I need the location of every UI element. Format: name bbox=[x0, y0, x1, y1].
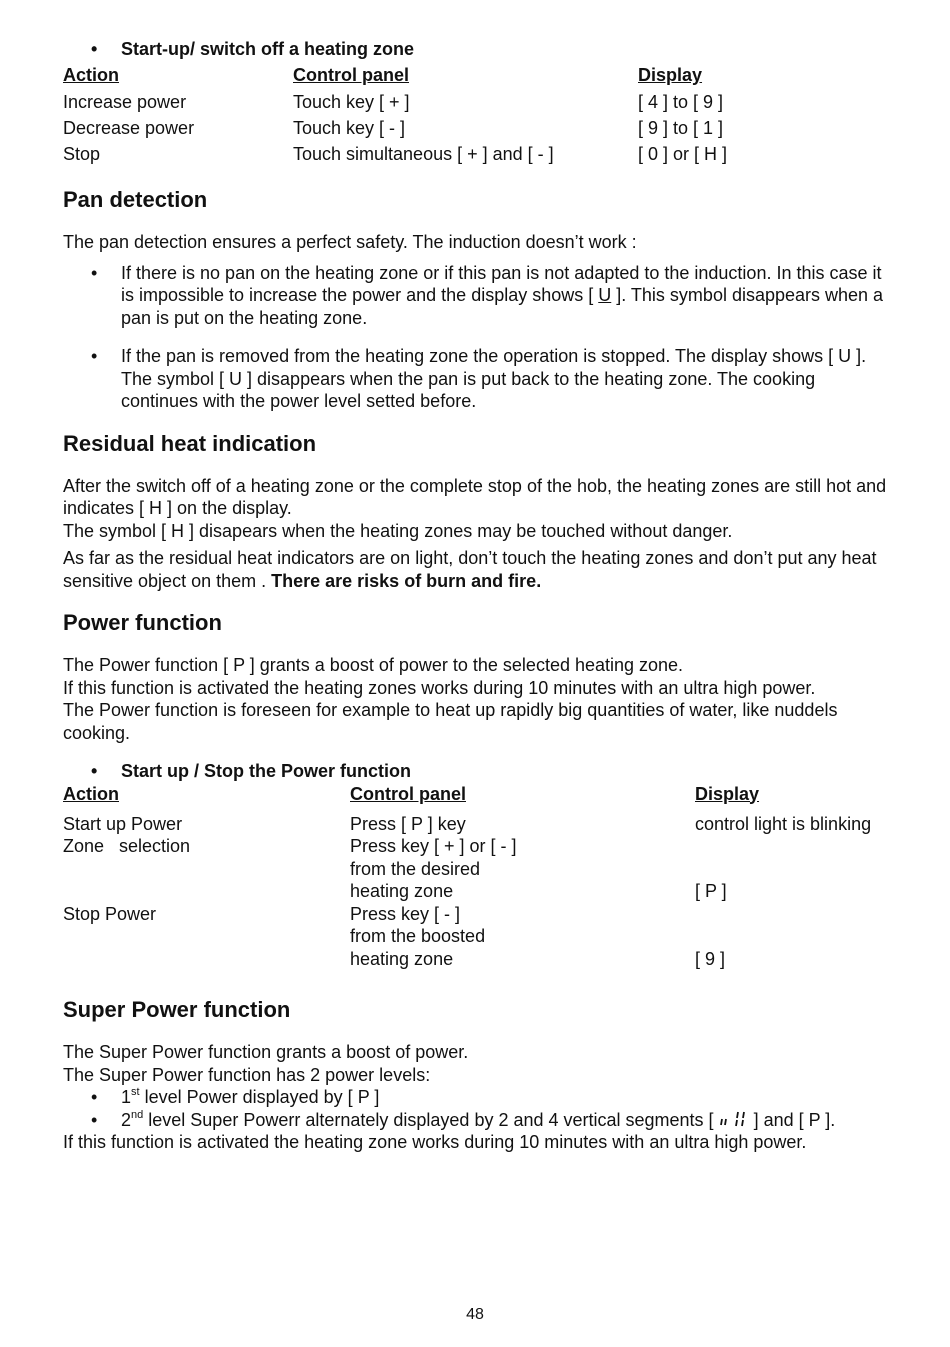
u-symbol: U bbox=[598, 285, 612, 305]
table-row bbox=[63, 925, 893, 948]
pan-detection-intro: The pan detection ensures a perfect safety. The induction doesn’t work : bbox=[63, 232, 637, 252]
bullet-text: level Super Powerr alternately displayed by 2 and 4 vertical segments [ bbox=[143, 1109, 719, 1130]
header-control-panel: Control panel bbox=[350, 783, 466, 804]
bullet-text: If there is no pan on the heating zone or if this pan is not adapted to the induction. In this case it is impossible to increase the power and the display shows [ bbox=[121, 262, 882, 305]
table-cell: [ 0 ] or [ H ] bbox=[638, 144, 728, 164]
residual-heat-heading: Residual heat indication bbox=[63, 430, 317, 456]
table-cell: Increase power bbox=[63, 92, 187, 112]
table-row bbox=[63, 813, 893, 836]
super-power-bullet-2 bbox=[63, 1109, 893, 1132]
table-cell: Stop Power bbox=[63, 903, 157, 924]
table-cell: [ 9 ] bbox=[695, 948, 726, 969]
table-cell: [ 9 ] to [ 1 ] bbox=[638, 118, 724, 138]
residual-heat-p1b: The symbol [ H ] disapears when the heating zones may be touched without danger. bbox=[63, 520, 733, 541]
power-function-p1: The Power function [ P ] grants a boost of power to the selected heating zone. bbox=[63, 655, 684, 675]
residual-heat-p2 bbox=[63, 547, 893, 592]
table-cell: from the boosted bbox=[350, 926, 486, 946]
table-cell: Decrease power bbox=[63, 118, 195, 138]
table-cell bbox=[63, 948, 350, 971]
table-cell bbox=[63, 858, 350, 881]
table-cell: Start up Power bbox=[63, 813, 183, 834]
table-cell: heating zone bbox=[350, 948, 454, 969]
table-cell: [ P ] bbox=[695, 881, 727, 901]
paragraph-text: As far as the residual heat indicators are on light, don’t touch the heating zones and don’t put any heat sensitive object on them . bbox=[63, 548, 877, 591]
super-power-p1: The Super Power function grants a boost of power. bbox=[63, 1042, 469, 1062]
pan-bullet-1 bbox=[63, 262, 893, 330]
table-cell: Touch simultaneous [ + ] and [ - ] bbox=[293, 144, 554, 164]
super-power-p3: If this function is activated the heating zone works during 10 minutes with an ultra high power. bbox=[63, 1132, 807, 1152]
table-row bbox=[63, 948, 893, 971]
ordinal-suffix: st bbox=[131, 1086, 140, 1098]
header-action: Action bbox=[63, 783, 119, 804]
table-cell: Press [ P ] key bbox=[350, 813, 466, 834]
pan-detection-heading: Pan detection bbox=[63, 187, 208, 212]
header-action: Action bbox=[63, 65, 119, 85]
table-cell: [ 4 ] to [ 9 ] bbox=[638, 92, 724, 112]
bullet-text: level Power displayed by [ P ] bbox=[139, 1087, 380, 1107]
manual-page bbox=[63, 38, 893, 1154]
table-row bbox=[63, 858, 893, 881]
table-row bbox=[63, 835, 893, 858]
header-display: Display bbox=[638, 65, 703, 85]
super-power-bullet-1 bbox=[63, 1086, 893, 1109]
residual-heat-p1: After the switch off of a heating zone or the complete stop of the hob, the heating zones are still hot and indicates [ H ] on the display. bbox=[63, 475, 887, 518]
bullet-text: ] and [ P ]. bbox=[748, 1109, 836, 1130]
warning-text: There are risks of burn and fire. bbox=[271, 570, 542, 591]
header-control-panel: Control panel bbox=[293, 65, 409, 85]
table-cell bbox=[63, 925, 350, 948]
level-number: 2 bbox=[121, 1109, 132, 1130]
page-number: 48 bbox=[466, 1306, 484, 1323]
table-row bbox=[63, 91, 893, 117]
table-row bbox=[63, 117, 893, 143]
table-cell bbox=[63, 880, 350, 903]
table-cell: control light is blinking bbox=[695, 813, 872, 834]
segment-display-icon bbox=[719, 1110, 749, 1128]
header-display: Display bbox=[695, 783, 760, 804]
super-power-heading: Super Power function bbox=[63, 997, 291, 1022]
startup-bullet-title: • Start-up/ switch off a heating zone bbox=[63, 38, 893, 64]
power-table-header bbox=[63, 783, 893, 813]
table-cell: heating zone bbox=[350, 881, 454, 901]
power-bullet-title: • Start up / Stop the Power function bbox=[63, 760, 893, 783]
table-cell: Stop bbox=[63, 144, 101, 164]
table-row bbox=[63, 903, 893, 926]
table-row bbox=[63, 143, 893, 169]
power-function-p3: The Power function is foreseen for example to heat up rapidly big quantities of water, like nuddels cooking. bbox=[63, 700, 838, 743]
startup-table-header bbox=[63, 64, 893, 91]
ordinal-suffix: nd bbox=[131, 1108, 144, 1121]
power-function-heading: Power function bbox=[63, 610, 222, 635]
level-number: 1 bbox=[121, 1087, 132, 1107]
table-row bbox=[63, 880, 893, 903]
table-cell: Press key [ + ] or [ - ] bbox=[350, 836, 517, 856]
table-cell: Touch key [ - ] bbox=[293, 118, 406, 138]
bullet-text: ]. This symbol disappears when a pan is put on the heating zone. bbox=[121, 285, 884, 328]
table-cell: Press key [ - ] bbox=[350, 903, 461, 924]
super-power-p2: The Super Power function has 2 power levels: bbox=[63, 1064, 431, 1085]
table-cell: Touch key [ + ] bbox=[293, 92, 410, 112]
table-cell: Zone selection bbox=[63, 836, 191, 856]
power-function-p2: If this function is activated the heating zones works during 10 minutes with an ultra high power. bbox=[63, 677, 816, 698]
pan-bullet-2: • If the pan is removed from the heating zone the operation is stopped. The display shows [ U ]. The symbol [ U ] disappears when the pan is put back to the heating zone. The cooking continues with the power level setted before. bbox=[63, 345, 893, 413]
table-cell: from the desired bbox=[350, 858, 481, 879]
